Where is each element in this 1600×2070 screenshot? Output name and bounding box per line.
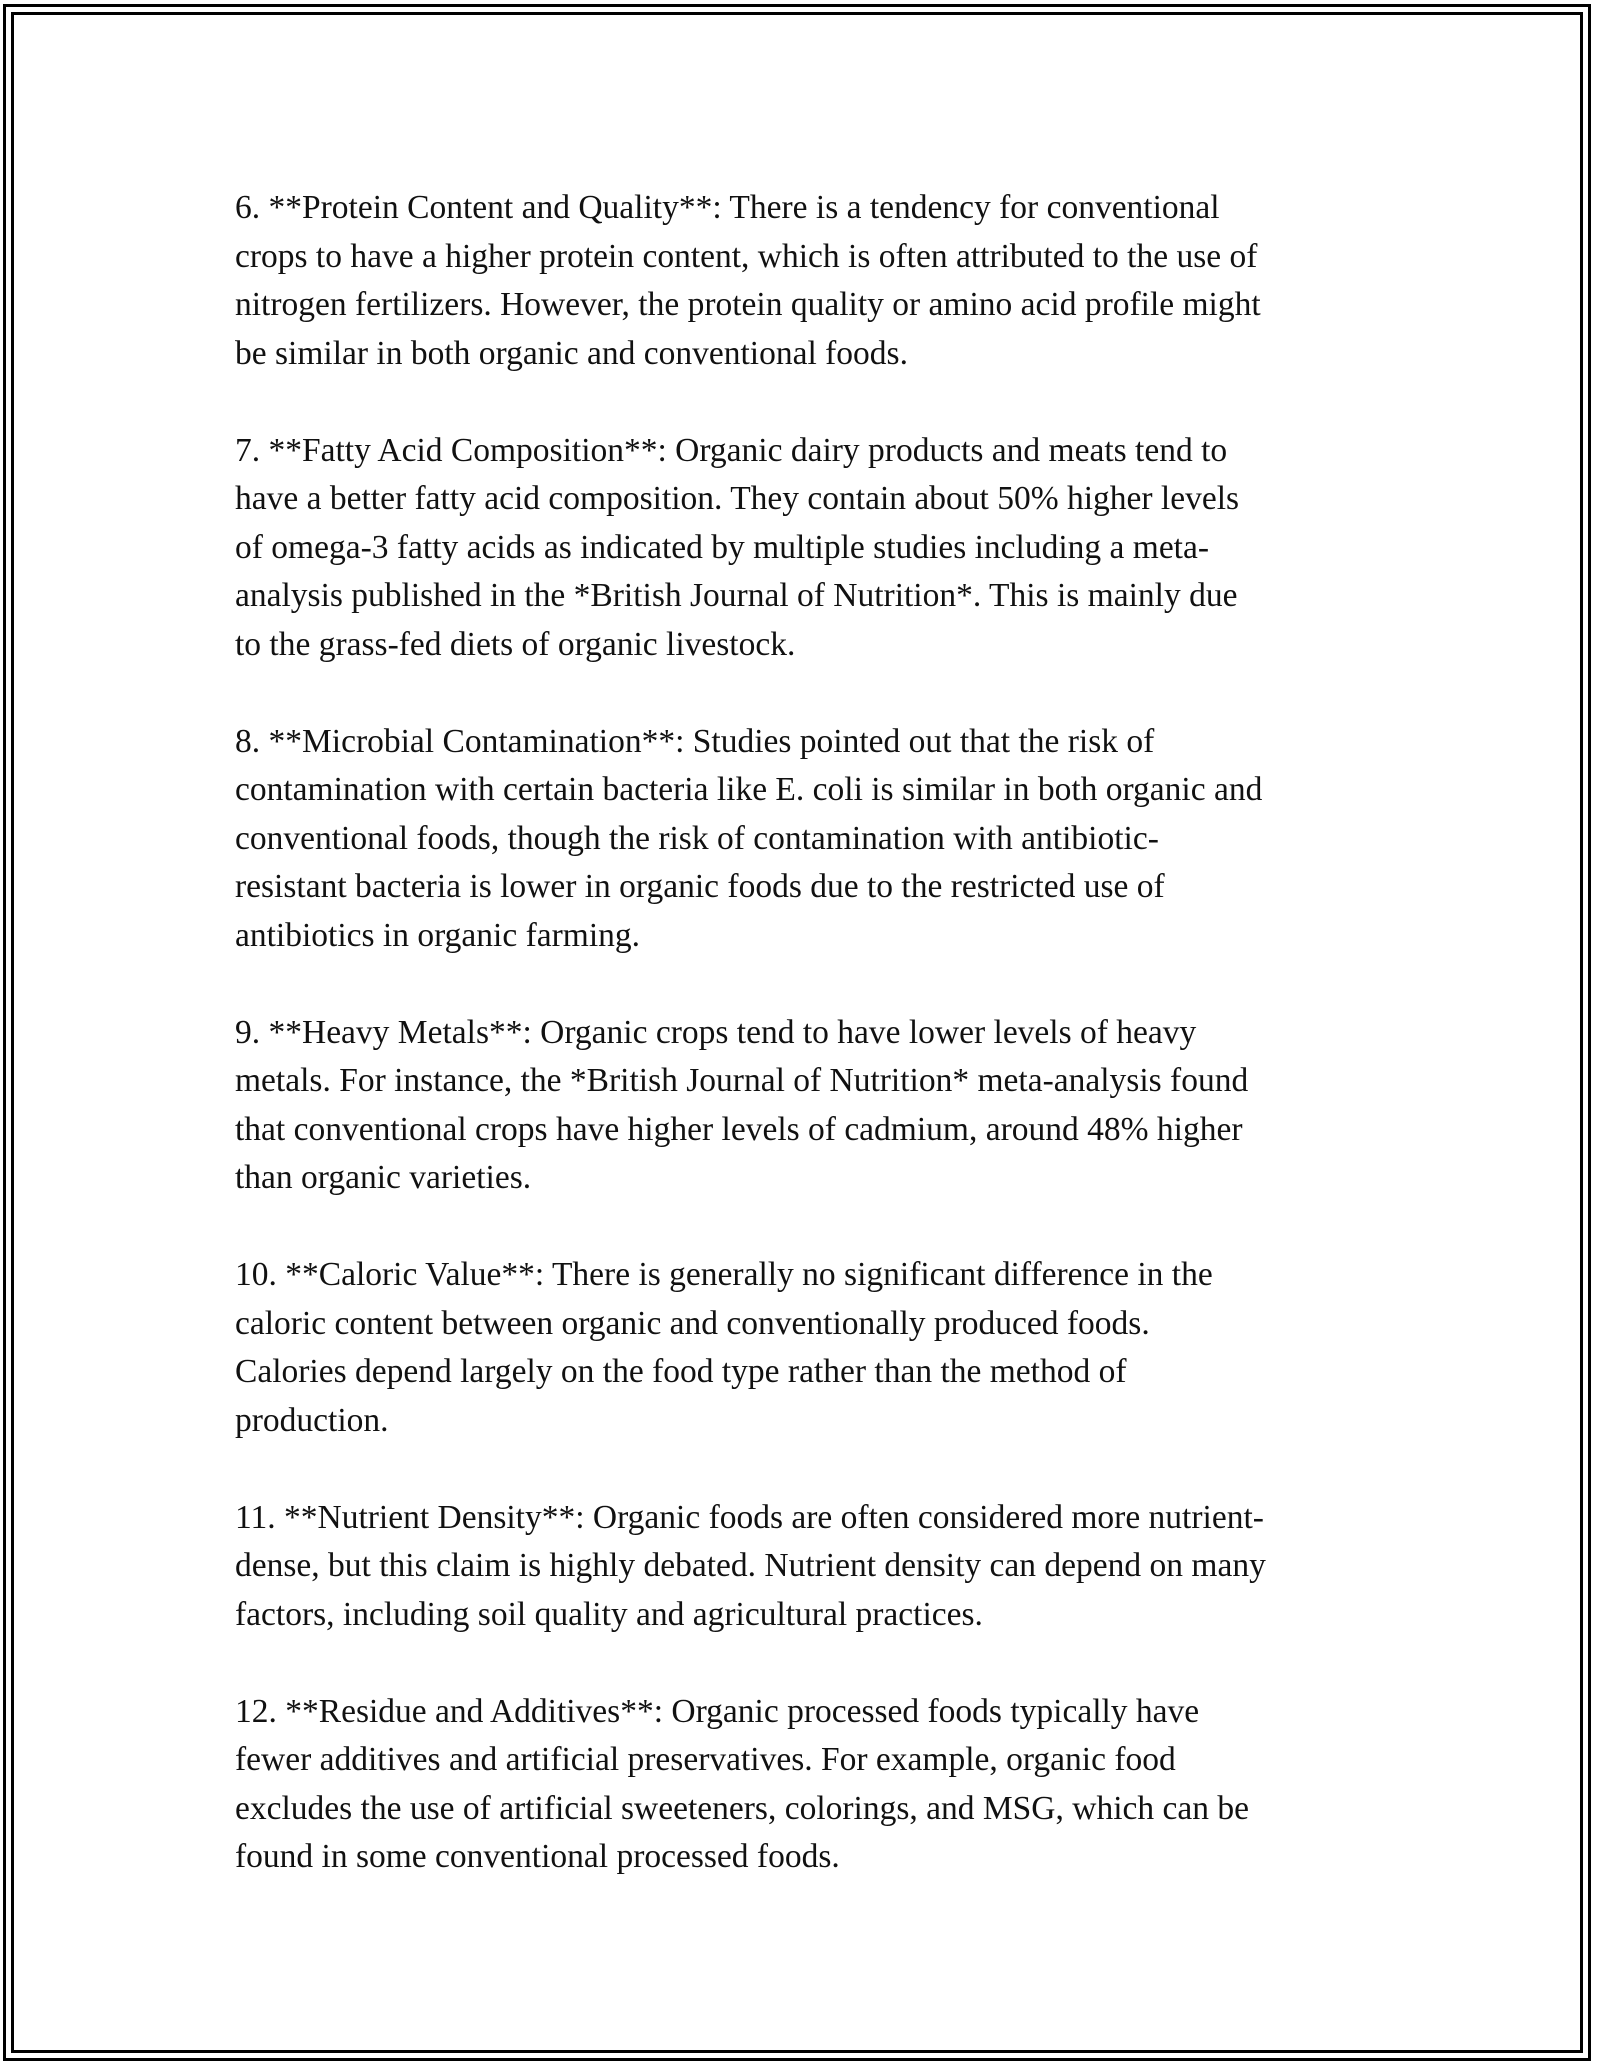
document-body xyxy=(235,184,1375,1930)
paragraph-fatty-acid-composition: 7. **Fatty Acid Composition**: Organic dairy products and meats tend to have a better fatty acid composition. They contain about 50% higher levels of omega-3 fatty acids as indicated by multiple studies including a meta- analysis published in the *British Journal of Nutrition*. This is mainly due to the grass-fed diets of organic livestock. xyxy=(235,431,1240,663)
paragraph-nutrient-density: 11. **Nutrient Density**: Organic foods are often considered more nutrient- dense, but this claim is highly debated. Nutrient density can depend on many factors, including soil quality and agricultural practices. xyxy=(235,1498,1266,1633)
paragraph-residue-additives: 12. **Residue and Additives**: Organic processed foods typically have fewer additives and artificial preservatives. For example, organic food excludes the use of artificial sweeteners, colorings, and MSG, which can be found in some conventional processed foods. xyxy=(235,1692,1249,1875)
paragraph-caloric-value: 10. **Caloric Value**: There is generally no significant difference in the caloric content between organic and conventionally produced foods. Calories depend largely on the food type rather than the method of production. xyxy=(235,1256,1213,1439)
paragraph-protein-content: 6. **Protein Content and Quality**: There is a tendency for conventional crops to have a higher protein content, which is often attributed to the use of nitrogen fertilizers. However, the protein quality or amino acid profile might be similar in both organic and conventional foods. xyxy=(235,189,1261,372)
paragraph-heavy-metals: 9. **Heavy Metals**: Organic crops tend to have lower levels of heavy metals. For instance, the *British Journal of Nutrition* meta-analysis found that conventional crops have higher levels of cadmium, around 48% higher than organic varieties. xyxy=(235,1013,1249,1196)
paragraph-microbial-contamination: 8. **Microbial Contamination**: Studies pointed out that the risk of contamination with certain bacteria like E. coli is similar in both organic and conventional foods, though the risk of contamination with antibiotic- resistant bacteria is lower in organic foods due to the restricted use of antibiotics in organic farming. xyxy=(235,722,1263,954)
